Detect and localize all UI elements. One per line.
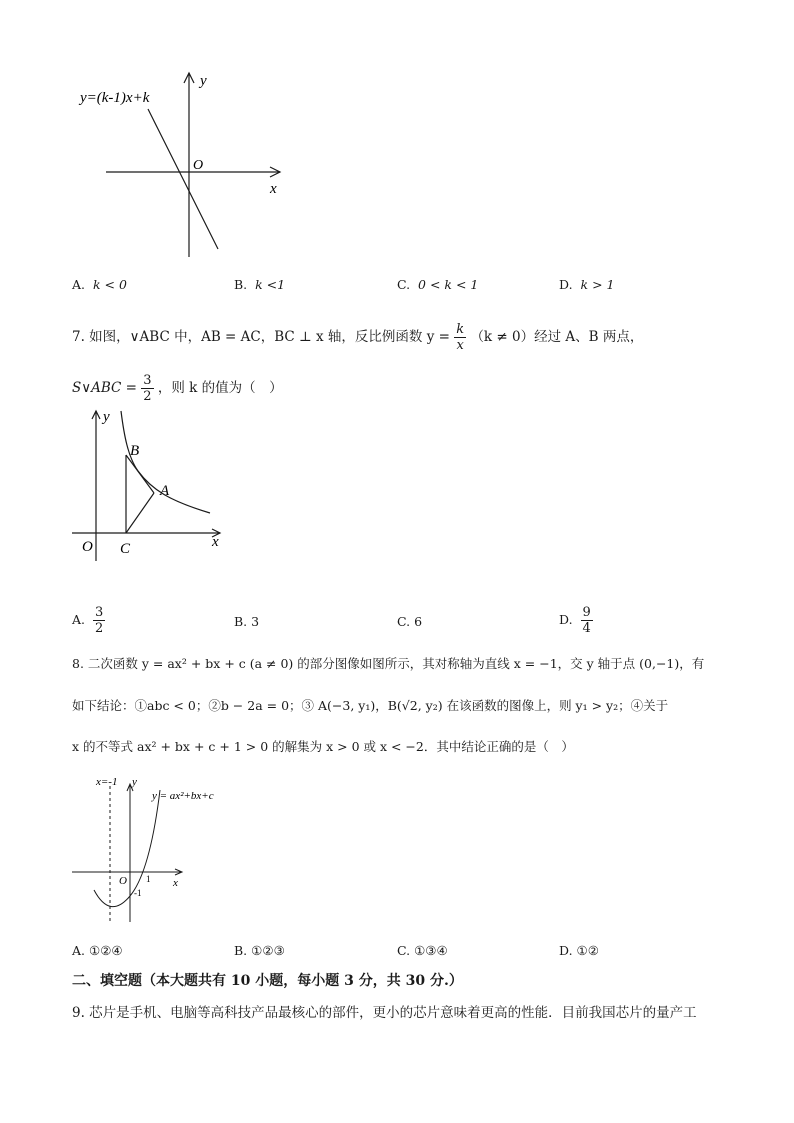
point-b-label: B	[130, 443, 140, 459]
q8-option-b: B. ①②③	[234, 943, 285, 958]
segment-ba	[126, 455, 154, 493]
q7-option-c: C. 6	[397, 614, 423, 629]
x-axis-label: x	[212, 534, 219, 550]
q7-line2: S∨ABC = $\frac{3}{2}$ ，则 k 的值为（ ）	[72, 373, 283, 404]
q8-option-d: D. ①②	[559, 943, 599, 958]
line-label: y=(k-1)x+k	[80, 90, 150, 106]
q6-option-d: D. k > 1	[559, 277, 615, 292]
q6-option-a: A. k < 0	[72, 277, 127, 292]
origin-label: O	[82, 539, 93, 555]
minus-one-label: -1	[134, 888, 142, 898]
symmetry-axis-label: x=-1	[96, 776, 118, 788]
point-c-label: C	[120, 541, 131, 557]
q7-figure	[72, 405, 232, 565]
q8-option-a: A. ①②④	[72, 943, 123, 958]
curve-label: y = ax²+bx+c	[152, 790, 214, 802]
segment-ca	[126, 493, 154, 533]
q6-option-b: B. k <1	[234, 277, 286, 292]
q6-figure	[70, 65, 300, 265]
y-axis-label: y	[200, 73, 207, 89]
q7-option-a: A. $\frac{3}{2}$	[72, 605, 104, 636]
origin-label: O	[119, 875, 127, 887]
x-axis-label: x	[173, 877, 178, 889]
q8-option-c: C. ①③④	[397, 943, 448, 958]
q8-line1: 8. 二次函数 y = ax² + bx + c (a ≠ 0) 的部分图像如图所示，其对称轴为直线 x = −1，交 y 轴于点 (0,−1)，有	[72, 656, 705, 671]
x-axis-label: x	[270, 181, 277, 197]
parabola	[94, 790, 160, 907]
origin-label: O	[193, 158, 204, 173]
q7-k-over-x: $\frac{k}{x}$	[456, 322, 465, 353]
q7-line1: 7. 如图，∨ABC 中，AB = AC，BC ⊥ x 轴，反比例函数 y = $\frac{k}{x}$ （k ≠ 0）经过 A、B 两点，	[72, 322, 644, 353]
q7-option-d: D. $\frac{9}{4}$	[559, 605, 591, 636]
section-2-heading: 二、填空题（本大题共有 10 小题，每小题 3 分，共 30 分.）	[72, 973, 463, 989]
q8-figure	[70, 772, 260, 927]
q8-line3: x 的不等式 ax² + bx + c + 1 > 0 的解集为 x > 0 或 x < −2．其中结论正确的是（ ）	[72, 739, 574, 754]
q6-option-c: C. 0 < k < 1	[397, 277, 479, 292]
function-line	[148, 109, 218, 249]
point-a-label: A	[160, 483, 170, 499]
q9-line1: 9. 芯片是手机、电脑等高科技产品最核心的部件，更小的芯片意味着更高的性能．目前我国芯片的量产工	[72, 1005, 697, 1021]
q7-option-b: B. 3	[234, 614, 260, 629]
q8-line2: 如下结论：①abc < 0；②b − 2a = 0；③ A(−3, y₁)，B(√2, y₂) 在该函数的图像上，则 y₁ > y₂；④关于	[72, 698, 669, 713]
q7-area-fraction: $\frac{3}{2}$	[143, 373, 152, 404]
one-tick-label: 1	[146, 874, 151, 884]
y-axis-label: y	[132, 776, 137, 788]
y-axis-label: y	[103, 409, 110, 425]
